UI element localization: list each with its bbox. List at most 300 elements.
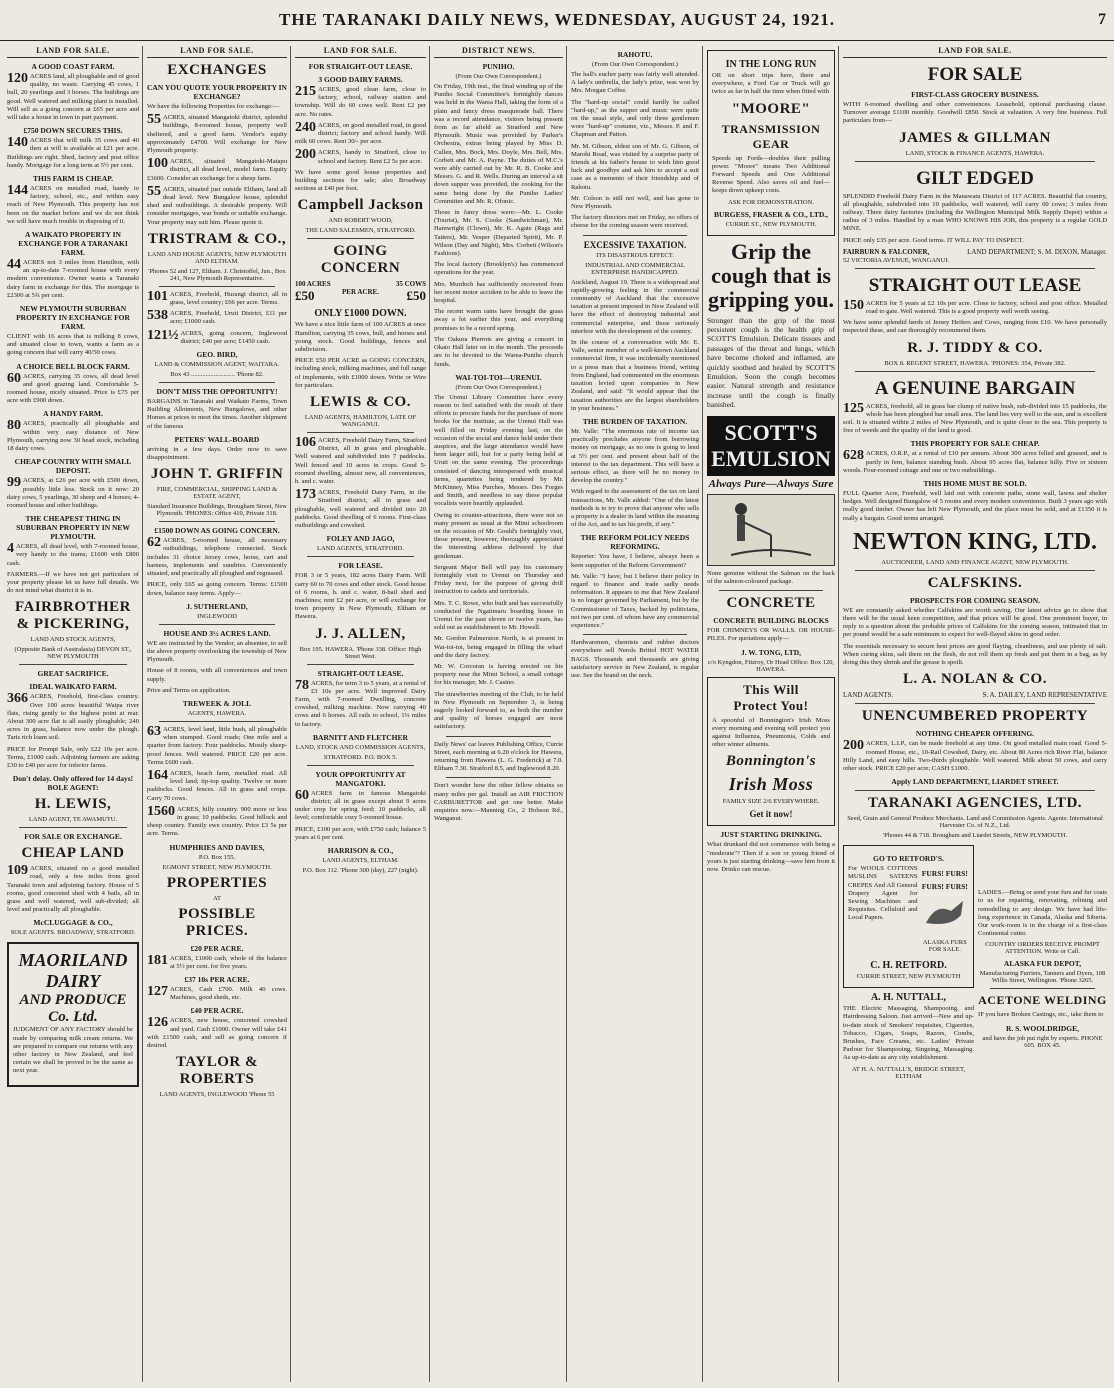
firm-subtitle: LAND, STOCK AND COMMISSION AGENTS,	[295, 743, 426, 751]
ad-heading: CONCRETE BUILDING BLOCKS	[713, 616, 829, 626]
ad-text: PRICE, £100 per acre, with £750 cash; balance 5 years at 6 per cent.	[295, 825, 426, 841]
ad-headline: TRANSMISSION GEAR	[721, 121, 821, 151]
ad-text: 106 ACRES, Freehold Dairy Farm, Stratford District, all in grass and ploughable. Well watered and subdivided into 7 paddocks. Well fenced and 10 acres in crops. Good 5-roomed dwelling, almost new, all conveniences, h. and c. water.	[295, 435, 426, 486]
article-text: Reporter: You have, I believe, always been a keen supporter of the Reform Government?	[571, 553, 699, 569]
ad-heading: Get it now!	[749, 809, 793, 820]
acreage: 62	[147, 535, 161, 551]
separator	[855, 268, 1095, 269]
article-text: The Urenui Library Committee have every reason to feel satisfied with the result of their efforts to procure funds for the purchase of more books for the institute, as the Urenui Hall was well filled on Friday evening last, on the occasion of the social and dance held under their auspices, and the large attendance would have been larger still, but for a party being held at Uruti on the same evening. The proceedings consisted of dancing interspersed with musical items, quartettes being rendered by Mr. McKinney, Miss Purches, Messrs. Des Forges and Smith, and needless to say these popular vocalists were heartily applauded.	[434, 393, 563, 508]
bonningtons-ad	[707, 677, 835, 827]
acreage: 181	[147, 952, 168, 968]
ad-heading: FOR STRAIGHT-OUT LEASE.	[308, 62, 413, 71]
notice-text: Hardwaremen, chemists and rubber doctors everywhere sell Nerols Brittol HOT WATER BAGS. Thousands and thousands are giving satisfactory service in New Zealand, is regular use. See the brand on the neck.	[571, 639, 699, 679]
acreage: 1560	[147, 803, 175, 819]
article-text: With regard to the assessment of the tax on land transactions, Mr. Valle added: "One of the latest methods is to try to prove that anyone who sells a property is a dealer in land within the meaning of the Act, and to tax his profit, if any."	[571, 488, 699, 529]
bonningtons-logo: Bonnington's	[725, 753, 817, 770]
ad-heading: £1500 DOWN AS GOING CONCERN.	[154, 526, 280, 536]
article-subheading: ITS DISASTROUS EFFECT.	[596, 251, 674, 259]
separator	[446, 736, 551, 737]
ad-headline: CONCRETE	[726, 595, 816, 612]
ad-subtitle: AT	[213, 894, 221, 902]
ad-heading: Apply LAND DEPARTMENT, LIARDET STREET.	[891, 777, 1059, 787]
ad-heading: A CHOICE BELL BLOCK FARM.	[16, 361, 130, 371]
firm-subtitle: Seed, Grain and General Produce Merchants. Land and Commission Agents. Agents: International Harvester Co. of N.Z., Ltd.	[847, 815, 1103, 830]
separator	[159, 521, 275, 522]
column-1	[4, 46, 142, 1382]
ad-heading: YOUR OPPORTUNITY AT MANGATOKI.	[315, 769, 406, 788]
ad-text: SPLENDID Freehold Dairy Farm in the Manawatu District of 117 ACRES. Beautiful flat country, all ploughable, subdivided into 10 paddocks, well watered; will carry 60 cows; 3 miles from railway. Three dairy factories (including the Wellington Municipal Milk Supply Depot) within a radius of 3 miles. Handled by a man WHO KNOWS HIS JOB, this property is a regular GOLD MINE.	[843, 192, 1107, 233]
acreage: 60	[7, 370, 21, 386]
firm-row: FAIRBURN & FALCONER, LAND DEPARTMENT; S. M. DIXON, Manager.	[843, 247, 1107, 256]
column-5	[568, 46, 702, 1382]
firm-name: TRISTRAM & CO.,	[147, 230, 287, 247]
ad-text: 125 ACRES, freehold, all in grass bar clump of native bush, sub-divided into 15 paddocks, the whole has been ploughed bar small area. The land lies very well to the sun, and is excellent soil. It is situated within 2 miles of New Plymouth, and is quite close to the sea. This property is free of weeds and the quality of the land is good.	[843, 400, 1107, 435]
ad-text: 538 ACRES, Freehold, Uruti District, £11 per acre; £1000 cash.	[147, 308, 287, 326]
ad-heading: THIS FARM IS CHEAP.	[32, 174, 113, 184]
acreage: 126	[147, 1015, 168, 1031]
acreage: 121½	[147, 327, 179, 343]
firm-subtitle: c/o Kyngdon, Fitzroy, Or Head Office: Box 120, HAWERA.	[707, 658, 835, 673]
firm-name: J. J. ALLEN,	[315, 625, 406, 642]
firm-subtitle: Manufacturing Furriers, Tanners and Dyers, 108 Willis Street, Wellington. 'Phone 3265.	[979, 970, 1106, 985]
ad-text: 173 ACRES, Freehold Dairy Farm, in the Stratford district, all in grass and ploughable, well watered and divided into 20 paddocks. Good dwelling of 6 rooms. First-class outbuildings and cowshed.	[295, 487, 426, 530]
notice-text: Daily News' car leaves Publishing Office, Currie Street, each morning at 6.20 o'clock for Hawera, returning from Hawera (L. G. Frederick) at 7.0. Eltham 7.30. Stratford 8.5, and Inglewood 8.20.	[434, 740, 563, 773]
ad-headline: Grip the cough that is gripping you.	[708, 238, 834, 312]
ad-text: 80 ACRES, practically all ploughable and within very easy distance of New Plymouth, carrying now 30 head stock, including 18 dairy cows.	[7, 418, 139, 453]
ad-heading: JUST STARTING DRINKING.	[720, 830, 822, 840]
acreage: 44	[7, 257, 21, 273]
ad-heading: DON'T MISS THE OPPORTUNITY!	[156, 387, 278, 397]
firm-name: Campbell Jackson	[297, 197, 424, 214]
moore-ad	[707, 50, 835, 236]
firm-address: EGMONT STREET, NEW PLYMOUTH.	[162, 863, 272, 871]
firm-address: STRATFORD. P.O. BOX 5.	[323, 753, 398, 761]
separator	[159, 624, 275, 625]
article-text: The local factory (Brooklyn's) has commenced operations for the year.	[434, 261, 563, 277]
going-concern-row: 100 ACRES 35 COWS	[295, 280, 426, 289]
article-text: Mr. Gordon Palmerston North, is at present in Wai-toi-toi, being engaged in filling the wharf and the dairy factory.	[434, 635, 563, 659]
column-rule	[429, 46, 430, 1382]
ad-text: 63 ACRES, level land, little bush, all ploughable when stumped. Good roads; One mile and a quarter from factory. Four paddocks. Mostly sheep-proof fences. Well watered. PRICE £20 per acre. Terms £600 cash.	[147, 723, 287, 766]
ad-heading: HOUSE AND 3½ ACRES LAND.	[163, 628, 271, 638]
firm-subtitle: LAND AGENTS, HAMILTON, LATE OF WANGANUI.	[304, 414, 417, 429]
ad-heading: FOR SALE OR EXCHANGE.	[24, 832, 122, 842]
column-rule	[838, 46, 839, 1382]
fox-icon	[921, 893, 971, 933]
ad-text: JUDGMENT OF ANY FACTORY should be made by comparing milk cream returns. We are prepared to compare our returns with any other factory in New Zealand, and feel certain we shall be proved to be the same as next year.	[13, 1026, 133, 1075]
article-text: The "hard-up social" could hardly be called "hard-up," as the supper and music were quite on the usual style, and only three gentlemen wore "hard-up" costume, viz., Messrs. P. and F. Chapman and Patton.	[571, 98, 699, 139]
ad-heading: IN THE LONG RUN	[725, 59, 817, 70]
firm-subtitle: SOLE AGENTS. BROADWAY, STRATFORD.	[10, 929, 136, 937]
article-text: Mr. W. Corcoran is having erected on his property near the Mimi School, a small cottage for his manager, Mr. J. Casino.	[434, 663, 563, 687]
acreage: 200	[295, 147, 316, 163]
firm-subtitle: LAND AGENT, TE AWAMUTU.	[28, 816, 118, 824]
ad-text: 120 ACRES land, all ploughable and of good quality, no waste. Carrying 45 cows, 1 bull, 20 yearlings and 3 horses. The buildings are good. Well watered and milking plant is installed. Will sell as a going concern at £65 per acre and will take a house in town in part payment.	[7, 71, 139, 122]
ad-subtitle: FAMILY SIZE 2/6 EVERYWHERE.	[722, 798, 820, 806]
firm-name: J. SUTHERLAND,	[186, 601, 248, 611]
separator	[583, 634, 687, 635]
ad-text: A spoonful of Bonnington's Irish Moss every morning and evening will protect you against Influenza, Pneumonia, Colds and other winter ailments.	[712, 716, 830, 749]
separator	[307, 765, 414, 766]
firm-address: 'Phones 44 & 718. Brougham and Liardet Streets, NEW PLYMOUTH.	[882, 832, 1068, 840]
maoriland-dairy-logo: MAORILAND DAIRY AND PRODUCE Co. Ltd. JUDGMENT OF ANY FACTORY should be made by comparing milk cream returns. We are prepared to compare our returns with any other factory in New Zealand, and feel certain we shall be proved to be the same as next year.	[7, 942, 139, 1086]
ad-text: 126 ACRES, new house, concreted cowshed and yard. Cash £1000. Owner will take £41 with £1500 cash, and sell as going concern if desired.	[147, 1015, 287, 1049]
separator	[307, 238, 414, 239]
article-text: Mrs. Murdoch has sufficiently recovered from her recent motor accident to be able to leave the hospital.	[434, 280, 563, 305]
firm-name: R. J. TIDDY & CO.	[907, 339, 1043, 356]
bonningtons-logo: Irish Moss	[728, 774, 814, 795]
ad-headline: EXCHANGES	[167, 62, 267, 78]
firm-row: LAND AGENTS. S. A. DAILEY, LAND REPRESENTATIVE	[843, 691, 1107, 700]
acreage: 109	[7, 863, 28, 879]
ad-text: 215 ACRES, good clean farm, close to factory, school, railway station and township. Will do 60 cows well. Rent £2 per acre. No rates.	[295, 84, 426, 118]
acreage: 538	[147, 308, 168, 324]
article-text: The hall's euchre party was fairly well attended. A lady's umbrella, the lady's prize, was won by Mrs. Morgan Coffee.	[571, 71, 699, 95]
ad-text: 78 ACRES, for term 3 to 5 years, at a rental of £3 10s per acre. Well improved Dairy Farm, with 7-roomed Dwelling, concrete cowshed, milking machine. Now carrying 40 cows and 6 horses. All rails to school, 1¼ miles to factory.	[295, 677, 426, 728]
acreage: 144	[7, 183, 28, 199]
firm-subtitle: LAND AGENTS, STRATFORD.	[316, 545, 405, 553]
ad-text: 55 ACRES, situated Mangatoki district, splendid buildings, 8-roomed house, property well sheltered, and a good farm. Vendor's equity approximately £4700. Will exchange for New Plymouth property.	[147, 112, 287, 155]
ad-heading: GO TO RETFORD'S.	[873, 854, 944, 864]
firm-name: HARRISON & CO.,	[327, 845, 394, 855]
ad-text: FOR CHIMNEYS OR WALLS. OR HOUSE-PILES. For quotations apply—	[707, 627, 835, 643]
ad-text: FOR 3 or 5 years, 182 acres Dairy Farm. Will carry 60 to 70 cows and other stock. Good house of 6 rooms, h. and c. water, 8-bail shed and machines; rent £2 per acre, or will exchange for town property in New Plymouth, Eltham or Hawera.	[295, 572, 426, 621]
ad-headline: Protect You!	[733, 697, 809, 713]
acreage: 106	[295, 435, 316, 451]
article-heading: THE REFORM POLICY NEEDS REFORMING.	[580, 533, 690, 552]
ad-heading: CHEAP COUNTRY WITH SMALL DEPOSIT.	[14, 457, 132, 476]
firm-subtitle: AGENTS, HAWERA.	[187, 709, 247, 717]
ad-text: LADIES.—Bring or send your furs and fur coats to us for repairing, renovating, relining and remodelling to any design. We have had life-long experience in Canada, Alaska and Siberia. Our work-room is in the charge of a first-class Continental cutter.	[978, 889, 1107, 938]
lower-ads-row	[843, 841, 1107, 1082]
firm-name: GEO. BIRD,	[196, 350, 238, 360]
going-concern-down: ONLY £1000 DOWN.	[314, 308, 407, 320]
ad-text: PRICE only £35 per acre. Good terms. IT WILL PAY TO INSPECT.	[843, 236, 1024, 244]
ad-headline: GILT EDGED	[916, 167, 1034, 189]
article-text: Mr. Valle: "I have, but I believe their policy in regard to finance and trade sadly needs reformation. It appears to me that New Zealand is no longer governed by Parliament, but by the Commissioner of Taxes, backed by politicians, not two per cent. of whom have any commercial experience."	[571, 572, 699, 629]
article-text: The strawberries meeting of the Club, to be held in New Plymouth on September 3, is being eagerly looked forward to, as both the number and quality of horses engaged are most satisfactory.	[434, 690, 563, 731]
ad-subtitle: ASK FOR DEMONSTRATION.	[728, 198, 814, 206]
firm-name: ALASKA FUR DEPOT,	[1003, 959, 1082, 969]
ad-text: 99 ACRES, at £26 per acre with £500 down, possibly little less. Stock on it now: 20 dairy cows, 5 yearlings, 30 sheep and 4 horses; 4-roomed house and other buildings.	[7, 475, 139, 509]
separator	[855, 161, 1095, 162]
ad-headline: ACETONE WELDING	[978, 993, 1107, 1008]
ad-text: PRICE £50 PER ACRE as GOING CONCERN, including stock, milking machines, and full range of implements, with £1000 down. Write or Wire for particulars.	[295, 357, 426, 389]
acreage: 140	[7, 135, 28, 151]
ad-heading: NOTHING CHEAPER OFFERING.	[915, 729, 1035, 739]
article-heading: WAI-TOI-TOI—URENUI.	[455, 372, 542, 382]
price-line: £40 PER ACRE.	[190, 1006, 244, 1016]
ad-text: 127 ACRES, Cash £700. Milk 40 cows. Machines, good sheds, etc.	[147, 983, 287, 1002]
ad-headline: "MOORE"	[731, 100, 811, 117]
firm-subtitle: LAND AND STOCK AGENTS,	[30, 636, 116, 644]
retford-ad	[843, 845, 974, 988]
acreage: 4	[7, 541, 14, 557]
acreage: 100	[147, 156, 168, 172]
ad-headline: GOING CONCERN	[320, 243, 401, 277]
ad-text: 150 ACRES for 5 years at £2 10s per acre. Close to factory, school and post office. Metalled road to gate. Well watered. This is a good property well worth seeing.	[843, 297, 1107, 316]
separator	[19, 664, 127, 665]
firm-subtitle: AUCTIONEER, LAND AND FINANCE AGENT, NEW PLYMOUTH.	[881, 558, 1069, 566]
ad-text: The essentials necessary to secure best prices are good flaying, cleanliness, and use plenty of salt. When curing skins, salt them on the flesh, do not roll them up fresh and put them in a bag, as by doing this they shrink and the grease is spoilt.	[843, 642, 1107, 667]
column-3	[292, 46, 429, 1382]
ad-text: 55 ACRES, situated just outside Eltham, land all dead level. New Bungalow house, splendid shed and outbuildings. A desirable property. Will consider mortgages, war bonds or suitable exchange. Your property may suit him. Please quote it.	[147, 183, 287, 226]
firm-address: Box 43 ........................... 'Phone 82.	[170, 371, 264, 379]
ad-text: 164 ACRES, beach farm, metalled road. All level land; tip-top quality. Twelve or more paddocks. Good fences. All in grass and crops. Carry 70 cows.	[147, 767, 287, 802]
firm-name: JAMES & GILLMAN	[899, 129, 1051, 146]
ad-subtitle: ALASKA FURS FOR SALE.	[922, 939, 967, 954]
ad-heading: GREAT SACRIFICE.	[37, 669, 109, 679]
ad-text: House of 8 rooms, with all conveniences and town supply.	[147, 667, 287, 683]
article-subheading: INDUSTRIAL AND COMMERCIAL ENTERPRISE HANDICAPPED.	[585, 261, 685, 276]
ad-text: 60 ACRES, carrying 35 cows, all dead level and good grazing land. Comfortable 5-roomed house, nicely situated. Price is £75 per acre with £900 down.	[7, 370, 139, 405]
ad-text: What drunkard did not commence with being a "moderate"? Then if a son or young friend of yours is just starting drinking—save him from it now. Drinko can rescue.	[707, 841, 835, 873]
column-7	[840, 46, 1110, 1382]
ad-headline: CHEAP LAND	[21, 845, 125, 862]
ad-text: None genuine without the Salman on the back of the salmon-coloured package.	[707, 569, 835, 585]
section-header: LAND FOR SALE.	[147, 46, 287, 58]
firm-subtitle: LAND & COMMISSION AGENT, WAITARA.	[154, 361, 280, 369]
firm-subtitle: BOX 8. REGENT STREET, HAWERA. 'PHONES: 354, Private 382.	[884, 359, 1066, 367]
firm-name: C. H. RETFORD.	[870, 960, 947, 972]
ad-text: 4 ACRES, all dead level, with 7-roomed house, very handy to the trams; £1600 with £800 cash.	[7, 541, 139, 567]
notice-text: Don't wonder how the other fellow obtains so many miles per gal. Install an AIR FRICTION CARBURETTOR and get one better. Make enquiries now.—Manning Co., 2 Hobson Rd., Wanganui.	[434, 782, 563, 823]
ad-headline: PROPERTIES	[166, 874, 268, 891]
ad-text: 200 ACRES, handy to Stratford, close to school and factory. Rent £2 5s per acre.	[295, 147, 426, 165]
ad-text: 628 ACRES, O.R.P., at a rental of £10 per annum. About 300 acres felled and grassed, and is partly in fern, balance standing bush. About 95 acres flat, balance hilly. Five or sixteen woods. Four-roomed cottage and one or two outbuildings.	[843, 448, 1107, 474]
ad-text: 1560 ACRES, hilly country. 900 more or less in grass; 10 paddocks. Good hillock and sheep country. Family ewe country. Price £3 5s per acre. Terms.	[147, 803, 287, 838]
ad-text: 200 ACRES, L.I.P., can be made freehold at any time. On good metalled main road. Good 5-roomed House, etc., 10-Rail Cowshed, Dairy, etc. About 80 Acres rich River Flat, balance Hilly Land, and easy hills. Two-thirds ploughable. Well watered. Milk about 50 cows, and carry other stock. PRICE £20 per acre; CASH £1000.	[843, 738, 1107, 772]
firm-address: 'Phones 52 and 127, Eltham. J. Christoffel, Jun., Box 241, New Plymouth Representative.	[148, 267, 286, 282]
acreage: 60	[295, 787, 309, 803]
article-text: Mrs. T. C. Rowe, who built and has successfully conducted the Ngatimaru boarding house in Urenui for the past eleven or twelve years, has sold out as establishment to Mr. Howell.	[434, 599, 563, 632]
firm-name: R. S. WOOLDRIDGE,	[1005, 1023, 1079, 1033]
ad-tagline: Always Pure—Always Sure	[708, 477, 834, 490]
ad-text: Speeds up Fords—doubles their pulling power. "Moore" means Two Additional Forward Speeds and One Additional Reverse Speed. Also saves oil and fuel—keeps down upkeep costs.	[712, 154, 830, 195]
ad-heading: A WAIKATO PROPERTY IN EXCHANGE FOR A TARANAKI FARM.	[18, 230, 128, 258]
separator	[446, 777, 551, 778]
article-text: Mr. Valle: "The enormous rate of income tax practically precludes anyone from borrowing money on mortgage, as no one is going to lend at 5½ per cent. and present about half of the interest to the tax department. This will have a serious effect, as there will be no money to develop the country."	[571, 427, 699, 485]
column-4	[431, 46, 566, 1382]
firm-address: Standard Insurance Buildings, Brougham Street, New Plymouth. 'PHONES: Office 410, Private 318.	[147, 503, 287, 518]
ad-text: 60 ACRES farm in famous Mangatoki district; all in grass except about 9 acres under crop for spring feed; 10 paddocks, all level; comfortable cozy 5-roomed house.	[295, 787, 426, 822]
masthead	[0, 0, 1114, 41]
article-heading: RAHOTU.	[617, 50, 653, 59]
acreage: 101	[147, 288, 168, 304]
ad-headline: This Will	[743, 681, 799, 697]
ad-headline: POSSIBLE PRICES.	[178, 905, 256, 939]
firm-address: (Opposite Bank of Australasia) DEVON ST., NEW PLYMOUTH	[14, 646, 132, 661]
separator	[990, 988, 1095, 989]
article-text: Those in fancy dress were:—Mr. L. Cooke (Tourist), Mr. S. Cooke (Sandwichman), Mr. Hamwright (Clown), Mr. K. Agate (Rags and Tatters), Mr. Vesper (Departed Spirit), Mr. P. Wilson (Day and Night), Mrs. Corbett (Wilson's Fashions).	[434, 209, 563, 258]
ad-heading: THIS HOME MUST BE SOLD.	[923, 479, 1027, 489]
separator	[719, 590, 823, 591]
article-text: Mr. M. Gibson, eldest son of Mr. G. Gibson, of Marohi Road, was visited by a surprise party of friends at his father's house to wish him good luck and goodbye and ask him to accept a suit case as a memento of their friendship and of Rahotu.	[571, 142, 699, 191]
firm-name: A. H. NUTTALL,	[870, 992, 947, 1004]
acreage: 173	[295, 487, 316, 503]
ad-text: We have a nice little farm of 100 ACRES at once Hamilton, carrying 35 cows, bull, and horses and young stock. Good buildings, fences and subdivision.	[295, 321, 426, 354]
ad-text: For WOOLS COTTONS MUSLINS SATEENS CREPES And All General Drapery Agent for Sewing Machines and Requisites. Celluloid and Local Papers.	[848, 865, 918, 922]
separator	[855, 570, 1095, 571]
ad-text: 101 ACRES, Freehold, Hurangi district, all in grass, level country; £66 per acre. Terms.	[147, 288, 287, 307]
ad-text: We have some splendid herds of Jersey Heifers and Cows, ranging from £10. We have personally inspected these, and can thoroughly recommend them.	[843, 319, 1107, 335]
ad-heading: 3 GOOD DAIRY FARMS.	[318, 75, 403, 84]
ad-text: OR on short trips here, there and everywhere, a Ford Car or Truck will go twice as far in half the time when fitted with	[712, 72, 830, 96]
ad-text: WE are instructed by the Vendor, an absentee, to sell the above property overlooking the township of New Plymouth.	[147, 639, 287, 664]
section-header: LAND FOR SALE.	[295, 46, 426, 58]
price-line: £37 10s PER ACRE.	[184, 974, 250, 984]
ad-heading: THIS PROPERTY FOR SALE CHEAP.	[910, 439, 1040, 449]
ad-heading: FOR LEASE.	[338, 561, 383, 571]
firm-name: BARNITT AND FLETCHER	[313, 732, 408, 742]
firm-name: FOLEY AND JAGO,	[326, 534, 395, 544]
ad-headline: CALFSKINS.	[927, 574, 1023, 591]
firm-name: HUMPHRIES AND DAVIES,	[169, 842, 265, 852]
acreage: 127	[147, 983, 168, 999]
ad-text: 109 ACRES, situated on a good metalled road, only a few miles from good Taranaki town and adjoining factory. House of 5 rooms, good concreted shed with 4 bails, all in grass and well watered, well sub-divided; all level and practically all ploughable.	[7, 863, 139, 914]
separator	[855, 703, 1095, 704]
ad-text: Stronger than the grip of the most persistent cough is the health grip of SCOTT'S Emulsion. Delicate tissues and passages of the throat and lungs, which have become choked and inflamed, are quickly soothed and healed by SCOTT'S Emulsion. Soon the cough becomes easier. Natural strength and resistance increase until the cough is finally banished.	[707, 315, 835, 410]
separator	[159, 721, 275, 722]
firm-subtitle: LAND, STOCK & FINANCE AGENTS, HAWERA.	[905, 149, 1045, 157]
firm-subtitle: LAND AGENTS, INGLEWOOD 'Phone 55	[159, 1091, 275, 1099]
ad-text: THE Electric Massaging, Shampooing, and Hairdressing Saloon. Just arrived—New and up-to-date stock of Smokers' requisites, Cigarettes, Tobacco, Cigars, Soaps, Razors, Combs, Brushes, Face Creams, etc. Ladies' Private Parlour for Shampooing, Singeing, Massaging. As up-to-date as any city establishment.	[843, 1005, 974, 1062]
ad-text: 121½ ACRES, going concern, Inglewood district; £40 per acre; £1450 cash.	[147, 327, 287, 345]
column-rule	[566, 46, 567, 1382]
ad-heading: THE CHEAPEST THING IN SUBURBAN PROPERTY IN NEW PLYMOUTH.	[16, 514, 130, 542]
article-text: The factory directors met on Friday, no offers of cheese for the coming season were received.	[571, 214, 699, 230]
ad-headline: A GENUINE BARGAIN	[874, 377, 1076, 399]
column-rule	[142, 46, 143, 1382]
article-text: Mr. Colson is still not well, and has gone to New Plymouth.	[571, 194, 699, 211]
firm-name: NEWTON KING, LTD.	[852, 528, 1098, 555]
page-number: 7	[1098, 11, 1106, 28]
scotts-emulsion-logo: SCOTT'S EMULSION	[707, 416, 835, 476]
separator	[19, 827, 127, 828]
acreage: 55	[147, 183, 161, 199]
ad-text: PRICE, only £65 as going concern. Terms: £1500 down, balance easy terms. Apply—	[147, 581, 287, 597]
ad-heading: CAN YOU QUOTE YOUR PROPERTY IN EXCHANGE?	[147, 83, 287, 101]
ad-heading: NEW PLYMOUTH SUBURBAN PROPERTY IN EXCHANGE FOR FARM.	[16, 304, 130, 332]
article-heading: EXCESSIVE TAXATION.	[583, 239, 687, 250]
separator	[307, 432, 414, 433]
separator	[307, 556, 414, 557]
column-rule	[702, 46, 703, 1382]
firm-name: J. W. TONG, LTD,	[740, 647, 802, 657]
fisherman-illustration	[707, 494, 835, 566]
firm-subtitle: FIRE, COMMERCIAL, SHIPPING LAND & ESTATE AGENT,	[156, 486, 278, 501]
article-byline: (From Our Own Correspondent.)	[592, 61, 678, 68]
lower-left-ads	[843, 841, 974, 1082]
separator	[855, 371, 1095, 372]
going-concern-price: £50 PER ACRE. £50	[295, 288, 426, 304]
firm-subtitle: and have the job put right by experts. PHONE 605. BOX 45.	[982, 1034, 1103, 1049]
article-text: On Friday, 19th inst., the final winding up of the Puniho Social Committee's fortnightly dances was held in the Warea Hall, taking the form of a plain and fancy dress masquerade ball. There was a record attendance, visitors being present from as far afield as Stratford and New Plymouth. Music was provided by Parker's Orchestra, extras being played by Miss D. Cullen, Mrs. Bock, Mrs. Doyle, Mrs. Bell, Mrs. Corbett and Mr. A. Payne. The duties of M.C.'s were ably carried out by Mr. R. B. Cooke and Messrs. G. and R. Wells. During an interval a sit down supper was provided, the cooking for the same being done by the Puniho Ladies' Committee and Mr. R. Ofonic.	[434, 83, 563, 205]
lower-right-ads	[978, 841, 1107, 1082]
section-header: LAND FOR SALE.	[843, 46, 1107, 58]
firm-name: JOHN T. GRIFFIN	[150, 466, 284, 483]
article-byline: (From Our Own Correspondent.)	[455, 73, 542, 80]
firm-name: L. A. NOLAN & CO.	[903, 671, 1047, 688]
ad-headline: FOR SALE	[927, 64, 1023, 85]
ad-heading: IDEAL WAIKATO FARM.	[29, 682, 117, 692]
section-header: DISTRICT NEWS.	[434, 46, 563, 58]
article-text: Auckland, August 19. There is a widespread and rapidly-growing feeling in the commercial community of Auckland that the excessive taxation at present imposed in New Zealand will have the effect of destroying industrial and commercial enterprise, and those seriously interfere with the development of the country.	[571, 278, 699, 335]
ad-heading: PETERS' WALL-BOARD	[174, 434, 260, 444]
ad-text: 62 ACRES, 5-roomed house, all necessary outbuildings, telephone connected. Stock includes 31 choice Jersey cows, horse, cart and harness, implements and sundries. Conveniently situated, and practically all ploughed and regrassed.	[147, 535, 287, 578]
ad-text: We have the following Properties for exchange:—	[147, 103, 280, 110]
firm-address: CURRIE STREET, NEW PLYMOUTH	[856, 973, 961, 981]
article-text: Sergeant Major Bell will pay his customary fortnightly visit to Urenui on Thursday and Friday next, for the purpose of giving drill instruction to cadets and territorials.	[434, 563, 563, 596]
acreage: 80	[7, 418, 21, 434]
firm-subtitle: INGLEWOOD	[197, 612, 237, 620]
acreage: 164	[147, 767, 168, 783]
ad-heading: £750 DOWN SECURES THIS.	[23, 126, 123, 136]
acreage: 366	[7, 691, 28, 707]
ad-heading: FURS! FURS!	[921, 869, 968, 879]
separator	[307, 664, 414, 665]
ad-heading: PROSPECTS FOR COMING SEASON.	[909, 595, 1041, 605]
ad-text: IF you have Broken Castings, etc., take them to	[978, 1011, 1104, 1019]
ad-text: CLIENT with 16 acres that is milking 8 cows, and situated close to town, wants a farm as a going concern that will carry 40/50 cows.	[7, 333, 139, 357]
ad-text: 366 ACRES, Freehold, first-class country. Over 100 acres beautiful Waipa river flats, rising gently to the highest point at rear. About 300 acre flat is all easily ploughable; 240 acres in grass, balance now under the plough. Taris rich loam soil.	[7, 691, 139, 742]
ad-heading: FIRST-CLASS GROCERY BUSINESS.	[911, 90, 1039, 99]
ad-text: BARGAINS in Taranaki and Waikato Farms, Town Building Allotments, New Bungalows, and other Homes at prices to meet the times. Another shipment of the famous	[147, 398, 287, 430]
ad-text: 181 ACRES, £1000 cash, whole of the balance at 5½ per cent. for five years.	[147, 952, 287, 970]
price-line: £20 PER ACRE.	[190, 943, 244, 953]
acreage: 63	[147, 723, 161, 739]
acreage: 200	[843, 738, 864, 754]
ad-subtitle: COUNTRY ORDERS RECEIVE PROMPT ATTENTION. Write or Call.	[985, 941, 1100, 956]
acreage: 628	[843, 448, 864, 464]
fisherman-icon	[708, 495, 834, 565]
firm-subtitle: LAND AGENTS, ELTHAM.	[322, 856, 399, 864]
separator	[159, 382, 275, 383]
separator	[583, 235, 687, 236]
firm-subtitle: CURRIE ST., NEW PLYMOUTH.	[725, 220, 817, 228]
article-text: In the course of a conversation with Mr. E. Valle, senior member of a well-known Auckland commercial firm, it was incidentally mentioned to a press man that a business friend, writing from England, had commented on the enormous taxation levied upon companies in New Zealand, and said: "It would appear that the taxation authorities are the largest shareholders in your business."	[571, 339, 699, 412]
ad-heading: STRAIGHT-OUT LEASE.	[317, 668, 404, 678]
firm-name: TAYLOR & ROBERTS	[176, 1054, 258, 1088]
ad-heading: A HANDY FARM.	[43, 409, 103, 419]
article-text: The recent warm rains have brought the grass away a lot earlier this year, and everything promises to be a record spring.	[434, 308, 563, 332]
ad-text: Price and Terms on application.	[147, 686, 231, 694]
firm-name: TARANAKI AGENCIES, LTD.	[867, 795, 1083, 812]
acreage: 78	[295, 677, 309, 693]
article-byline: (From Our Own Correspondent.)	[455, 383, 542, 391]
firm-name: McCLUGGAGE & CO.,	[33, 918, 113, 928]
acreage: 125	[843, 400, 864, 416]
separator	[159, 286, 275, 287]
firm-subtitle: 52 VICTORIA AVENUE, WANGANUI.	[843, 256, 950, 264]
acreage: 240	[295, 119, 316, 135]
acreage: 150	[843, 297, 864, 313]
ad-text: WITH 6-roomed dwelling and other conveniences. Leasehold, optional purchasing clause. Turnover average £1100 monthly. Goodwill £850. Stock at valuation. A very fine business. Full particulars from—	[843, 101, 1107, 125]
acreage: 55	[147, 112, 161, 128]
article-text: The Oakura Pierrots are giving a concert in Okato Hall later on in the month. The proceeds are to be devoted to the Warea-Puniho church funds.	[434, 335, 563, 368]
acreage: 99	[7, 475, 21, 491]
ad-text: WE are constantly asked whether Calfskins are worth saving. Our latest advice go to show that there will be the usual keen competition, and that prices will be good. One prominent buyer, in reply to a question about the probable prices of Calfskins for the coming season, intimated that in per pound would be a safe minimum to expect for well-flayed skins in good order.	[843, 606, 1107, 639]
separator	[855, 790, 1095, 791]
firm-subtitle: Box 195. HAWERA. 'Phone 338. Office: High Street West.	[299, 645, 422, 660]
article-text: Owing to counter-attractions, there were not so many present as usual at the Mimi schoolroom on the occasion of Mr. Gould's fortnightly visit, those present, however, thoroughly appreciated the interesting address delivered by that gentleman.	[434, 511, 563, 560]
column-rule	[290, 46, 291, 1382]
firm-address: THE LAND SALESMEN, STRATFORD.	[305, 227, 416, 235]
ad-text: FARMERS.—If we have not got particulars of your property please let us have full details. We do not mind what district it is in.	[7, 570, 139, 595]
firm-name: H. LEWIS,	[34, 796, 112, 813]
acreage: 120	[7, 71, 28, 86]
ad-text: We have some good house properties and building sections for sale; also Broadway sections at £40 per foot.	[295, 168, 426, 193]
